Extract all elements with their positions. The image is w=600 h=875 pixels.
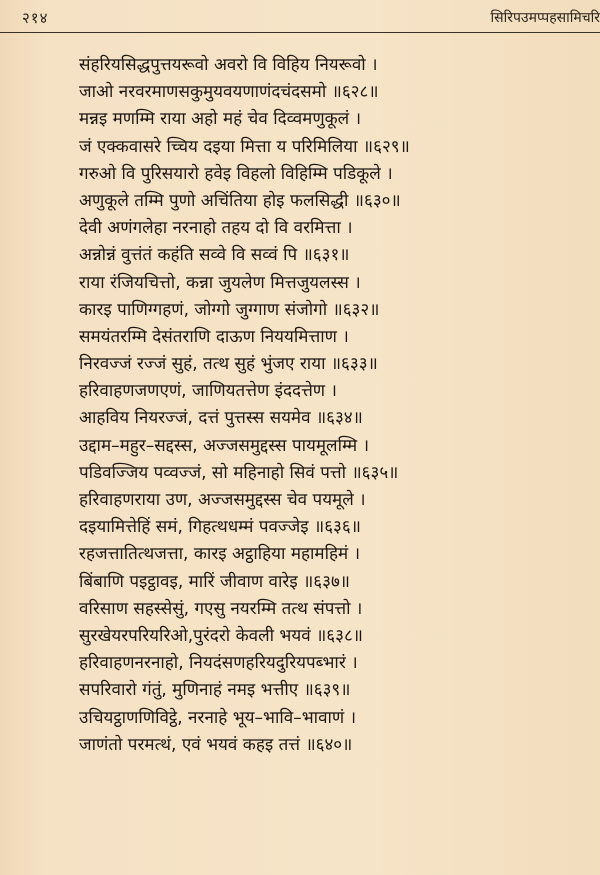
verse-line: उद्दाम–महुर–सद्दस्स, अज्जसमुद्दस्स पायमूलम्मि । [79,435,370,456]
verse-text [79,52,590,759]
verse-line: हरिवाहणजणएणं, जाणियतत्तेण इंददत्तेण । [79,381,337,402]
verse-line: हरिवाहणराया उण, अज्जसमुद्दस्स चेव पयमूले । [79,490,366,510]
verse-line: जाओ नरवरमाणसकुमुयवयणाणंदचंदसमो ॥६२८॥ [79,82,379,103]
verse-line: सपरिवारो गंतुं, मुणिनाहं नमइ भत्तीए ॥६३९॥ [79,680,351,701]
page-header [0,8,600,30]
verse-line: उचियट्ठाणणिविट्ठे, नरनाहे भूय–भावि–भावाणं । [79,707,357,728]
verse-line: आहविय नियरज्जं, दत्तं पुत्तस्स सयमेव ॥६३४॥ [79,408,363,429]
verse-line: हरिवाहणनरनाहो, नियदंसणहरियदुरियपब्भारं । [79,653,358,674]
verse-line: राया रंजियचित्तो, कन्ना जुयलेण मित्तजुयलस्स । [79,272,361,293]
page-number: २१४ [22,9,49,27]
verse-line: संहरियसिद्धपुत्तयरूवो अवरो वि विहिय नियरूवो । [79,55,378,75]
verse-line: सुरखेयरपरियरिओ,पुरंदरो केवली भयवं ॥६३८॥ [79,625,363,646]
verse-line: देवी अणंगलेहा नरनाहो तहय दो वि वरमित्ता । [79,218,353,239]
verse-line: रहजत्तातित्थजत्ता, कारइ अट्ठाहिया महामहिमं । [79,544,361,565]
verse-line: जं एक्कवासरे च्चिय दइया मित्ता य परिमिलिया ॥६२९॥ [79,136,410,157]
verse-line: अन्नोन्नं वुत्तंतं कहंति सव्वे वि सव्वं पि ॥६३१॥ [79,245,350,266]
verse-line: गरुओ वि पुरिसयारो हवेइ विहलो विहिम्मि पडिकूले । [79,163,393,184]
verse-line: वरिसाण सहस्सेसुं, गएसु नयरम्मि तत्थ संपत्तो । [79,598,363,619]
verse-line: कारइ पाणिग्गहणं, जोग्गो जुग्गाण संजोगो ॥६३२॥ [79,299,380,320]
verse-line: जाणंतो परमत्थं, एवं भयवं कहइ तत्तं ॥६४०॥ [79,734,353,755]
verse-line: अणुकूले तम्मि पुणो अचिंतिया होइ फलसिद्धी ॥६३०॥ [79,190,401,211]
verse-line: समयंतरम्मि देसंतराणि दाऊण निययमित्ताण । [79,326,349,347]
header-rule [0,32,600,33]
verse-line: दइयामित्तेहिं समं, गिहत्थधम्मं पवज्जेइ ॥६३६॥ [79,517,361,538]
verse-line: निरवज्जं रज्जं सुहं, तत्थ सुहं भुंजए राया ॥६३३॥ [79,354,378,375]
running-title: सिरिपउमप्पहसामिचरि [490,10,600,26]
verse-line: पडिवज्जिय पव्वज्जं, सो महिनाहो सिवं पत्तो ॥६३५॥ [79,462,399,483]
verse-line: बिंबाणि पइट्ठावइ, मारिं जीवाण वारेइ ॥६३७॥ [79,571,350,592]
verse-line: मन्नइ मणम्मि राया अहो महं चेव दिव्वमणुकूलं । [79,109,362,130]
